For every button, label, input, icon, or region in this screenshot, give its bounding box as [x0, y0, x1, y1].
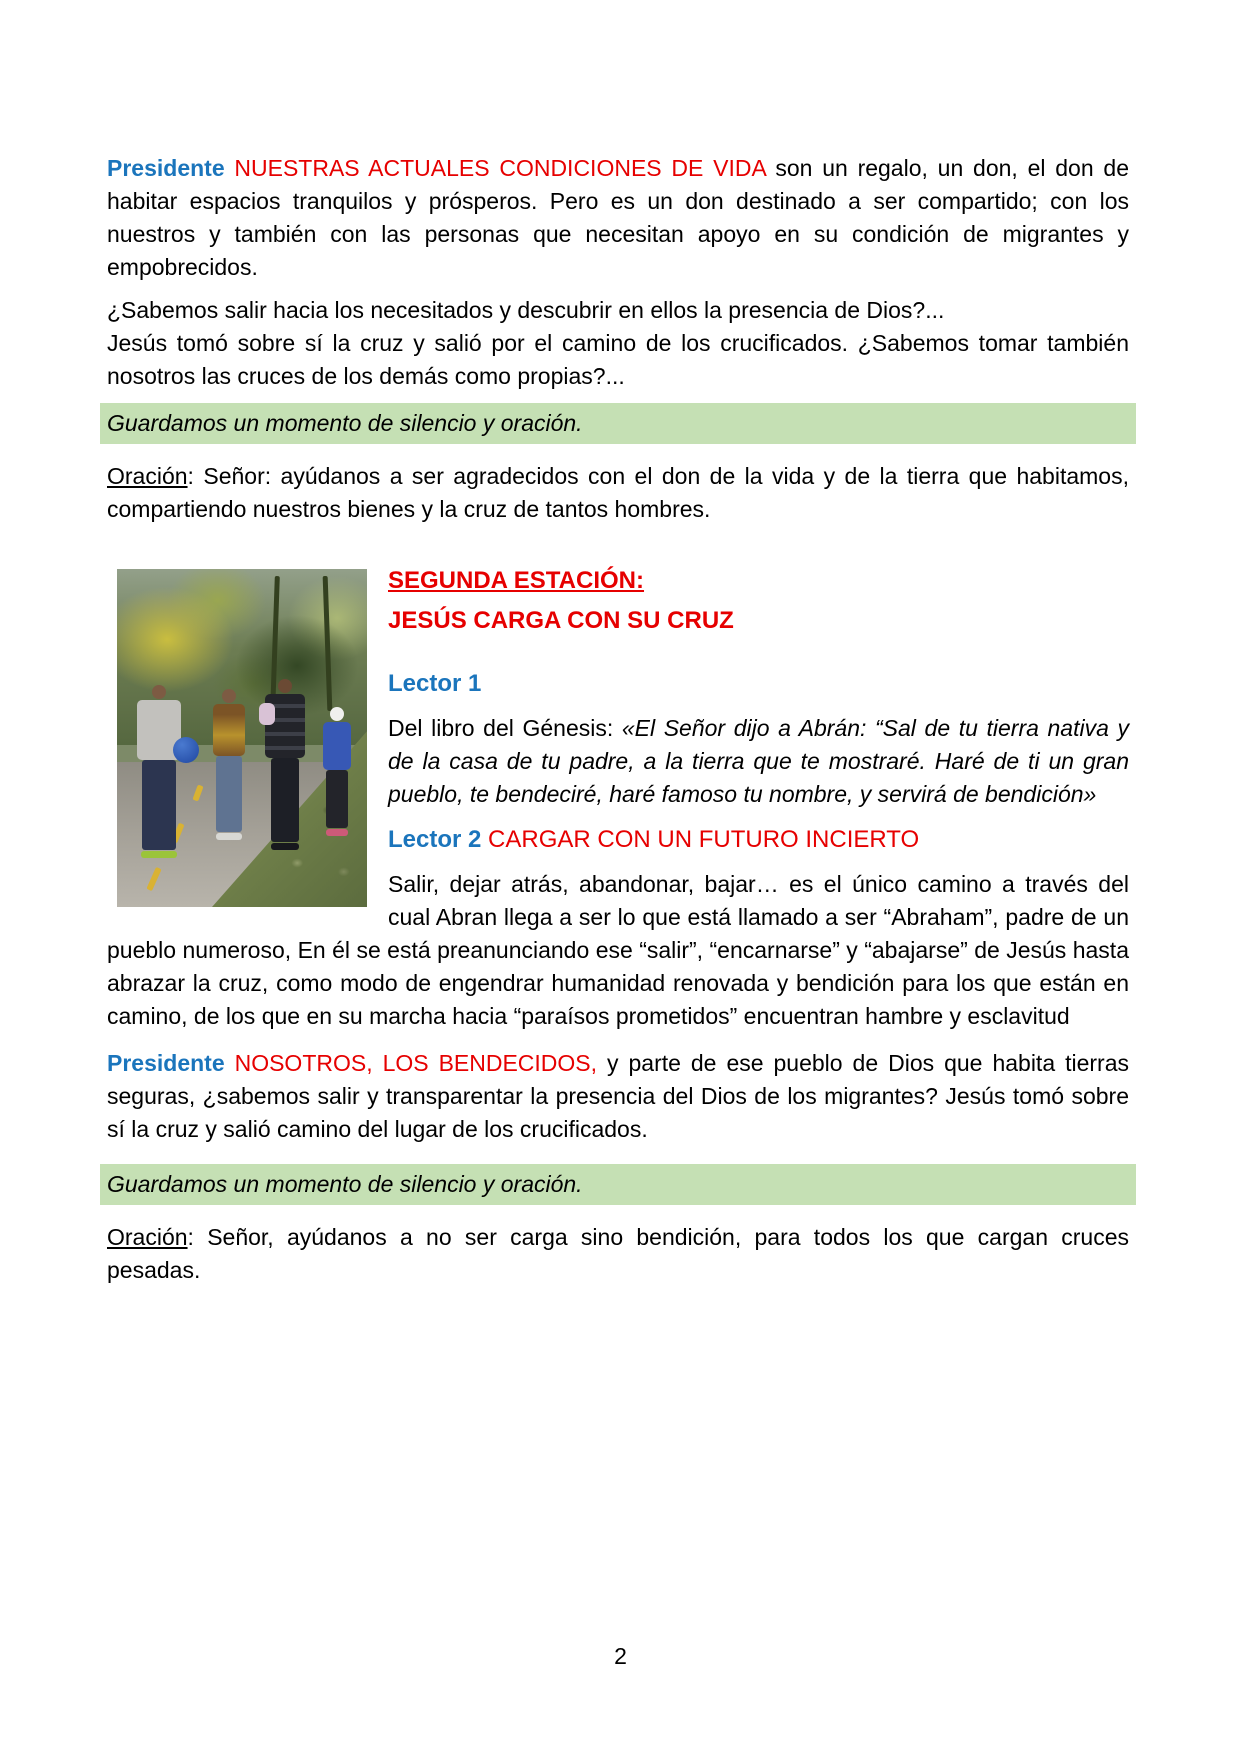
oracion-text-1: : Señor: ayúdanos a ser agradecidos con el don de la vida y de la tierra que habitamos, compartiendo nuestros bienes y la cruz de tantos hombres. [107, 463, 1129, 522]
presidente-body-text: y parte de ese pueblo de Dios que habita tierras seguras, ¿sabemos salir y transparentar la presencia del Dios de los migrantes? Jesús tomó sobre sí la cruz y salió camino del lugar de los crucificados. [107, 1050, 1129, 1142]
photo-child-bundle [259, 703, 275, 725]
question-line-1: ¿Sabemos salir hacia los necesitados y descubrir en ellos la presencia de Dios?... [107, 297, 945, 323]
oracion-label-1: Oración [107, 463, 188, 489]
questions-paragraph [107, 294, 1129, 393]
presidente-paragraph [107, 1047, 1129, 1146]
oracion-paragraph-1 [107, 460, 1129, 526]
photo-person-white-cap [323, 707, 351, 836]
silence-bar-2: Guardamos un momento de silencio y oración. [100, 1164, 1136, 1205]
silence-bar-1: Guardamos un momento de silencio y oración. [100, 403, 1136, 444]
meditation-paragraph: Salir, dejar atrás, abandonar, bajar… es el único camino a través del cual Abran llega a ser lo que está llamado a ser “Abraham”, padre de un pueblo numeroso, En él se está preanunciando ese “salir”, “encarnarse” y “abajarse” de Jesús hasta abrazar la cruz, como modo de engendrar humanidad renovada y bendición para los que están en camino, de los que en su marcha hacia “paraísos prometidos” encuentran hambre y esclavitud [107, 871, 1129, 1029]
lector1-heading: Lector 1 [388, 670, 482, 697]
oracion-label-2: Oración [107, 1224, 188, 1250]
presidente-label: Presidente [107, 155, 225, 181]
station-title-line2: JESÚS CARGA CON SU CRUZ [388, 607, 734, 634]
intro-body-text: son un regalo, un don, el don de habitar espacios tranquilos y prósperos. Pero es un don destinado a ser compartido; con los nuestros y también con las personas que necesitan apoyo en su condición de migrantes y empobrecidos. [107, 155, 1129, 280]
presidente-red-text: NOSOTROS, LOS BENDECIDOS, [224, 1050, 598, 1076]
presidente-label-2: Presidente [107, 1050, 225, 1076]
reading-quote-text: «El Señor dijo a Abrán: “Sal de tu tierra nativa y de la casa de tu padre, a la tierra que te mostraré. Haré de ti un gran pueblo, te bendeciré, haré famoso tu nombre, y servirá de bendición» [388, 715, 1129, 807]
page-number: 2 [614, 1643, 627, 1669]
migrants-photo [117, 569, 367, 907]
photo-blue-ball [173, 737, 199, 763]
reading-intro-text: Del libro del Génesis: [388, 715, 622, 741]
lector2-title: CARGAR CON UN FUTURO INCIERTO [481, 826, 920, 853]
page-content [107, 152, 1129, 1287]
question-line-2: Jesús tomó sobre sí la cruz y salió por el camino de los crucificados. ¿Sabemos tomar también nosotros las cruces de los demás como propias?... [107, 330, 1129, 389]
intro-red-title: NUESTRAS ACTUALES CONDICIONES DE VIDA [224, 155, 766, 181]
oracion-paragraph-2 [107, 1221, 1129, 1287]
photo-person-grey-jacket [137, 685, 181, 858]
station-title-line1: SEGUNDA ESTACIÓN: [388, 567, 645, 594]
photo-person-brown-top [213, 689, 245, 840]
station-section [107, 561, 1129, 1287]
intro-paragraph [107, 152, 1129, 284]
lector2-label: Lector 2 [388, 826, 482, 853]
oracion-text-2: : Señor, ayúdanos a no ser carga sino bendición, para todos los que cargan cruces pesadas. [107, 1224, 1129, 1283]
